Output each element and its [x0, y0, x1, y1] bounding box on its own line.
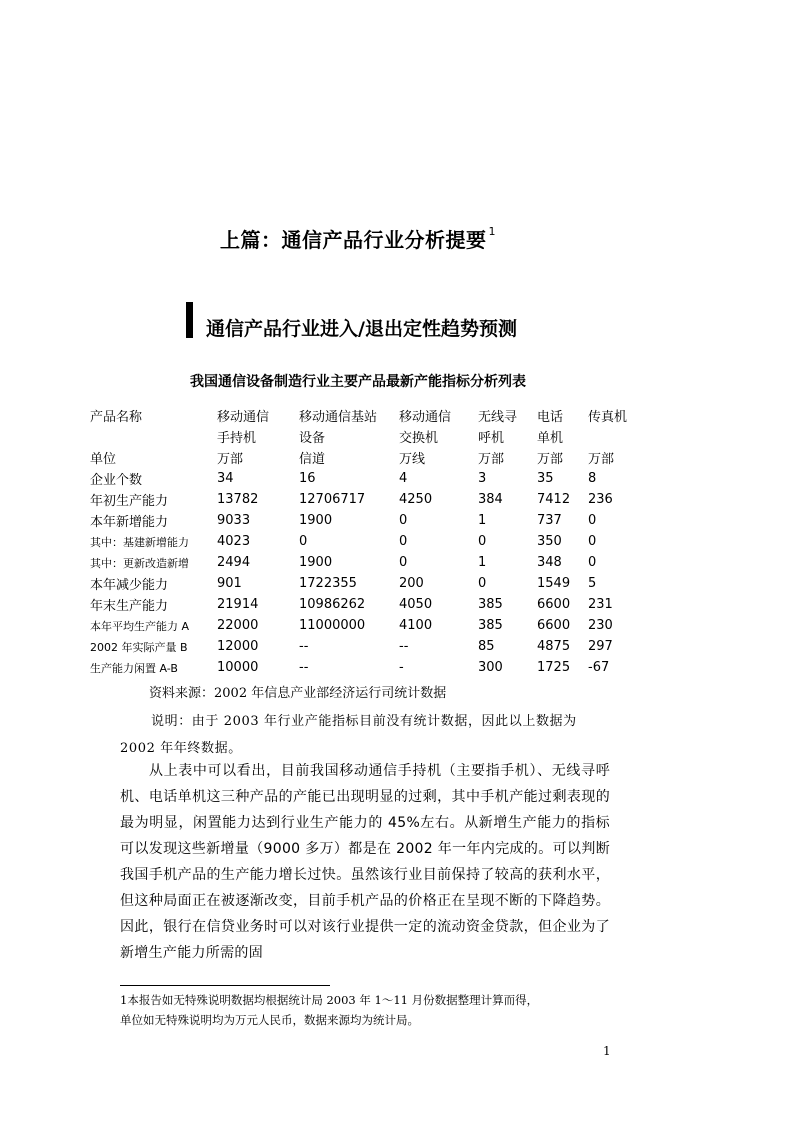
table-cell: --: [399, 639, 409, 654]
table-cell: 0: [478, 576, 487, 591]
table-cell: 4100: [399, 618, 433, 633]
footnote-divider: [120, 985, 330, 986]
table-cell: 交换机: [399, 431, 439, 446]
table-row: [90, 636, 638, 657]
table-cell: 移动通信基站: [299, 410, 378, 425]
table-cell: 手持机: [217, 431, 257, 446]
table-cell: 4: [399, 471, 408, 486]
table-cell: 其中：更新改造新增: [90, 556, 189, 570]
capacity-table: [90, 405, 638, 678]
table-cell: 万部: [478, 452, 505, 467]
table-row: [90, 594, 638, 615]
table-cell: 万部: [537, 452, 564, 467]
table-cell: 6600: [537, 618, 571, 633]
table-cell: 产品名称: [90, 410, 143, 425]
table-cell: 35: [537, 471, 554, 486]
table-cell: 230: [588, 618, 613, 633]
table-cell: --: [299, 639, 309, 654]
table-cell: 0: [299, 534, 308, 549]
table-cell: -67: [588, 660, 610, 675]
table-cell: 231: [588, 597, 613, 612]
table-cell: 单位: [90, 452, 117, 467]
table-cell: -: [399, 660, 404, 675]
table-cell: 5: [588, 576, 597, 591]
table-cell: 本年平均生产能力 A: [90, 619, 190, 633]
table-cell: 21914: [217, 597, 259, 612]
table-cell: [90, 426, 217, 447]
table-cell: 呼机: [478, 431, 505, 446]
table-cell: 11000000: [299, 618, 366, 633]
table-cell: 0: [399, 534, 408, 549]
table-cell: 737: [537, 513, 562, 528]
table-cell: 万部: [217, 452, 244, 467]
footnote: [120, 990, 620, 1030]
table-cell: 本年新增能力: [90, 515, 169, 530]
table-cell: 0: [588, 534, 597, 549]
table-cell: 200: [399, 576, 424, 591]
table-cell: 1725: [537, 660, 571, 675]
table-row: [90, 510, 638, 531]
footnote-line-1: 1本报告如无特殊说明数据均根据统计局 2003 年 1～11 月份数据整理计算而得，: [120, 993, 539, 1007]
table-cell: 385: [478, 618, 503, 633]
analysis-paragraph: 从上表中可以看出，目前我国移动通信手持机（主要指手机）、无线寻呼机、电话单机这三种产品的产能已出现明显的过剩，其中手机产能过剩表现的最为明显，闲置能力达到行业生产能力的 45%左右。从新增生产能力的指标可以发现这些新增量（9000 多万）都是在 2002 年一年内完成的。可以判断我国手机产品的生产能力增长过快。虽然该行业目前保持了较高的获利水平，但这种局面正在被逐渐改变，目前手机产品的价格正在呈现不断的下降趋势。因此，银行在信贷业务时可以对该行业提供一定的流动资金贷款，但企业为了新增生产能力所需的固: [120, 763, 610, 961]
table-cell: 生产能力闲置 A-B: [90, 661, 178, 675]
table-cell: 0: [399, 513, 408, 528]
table-cell: 4875: [537, 639, 571, 654]
table-title: 我国通信设备制造行业主要产品最新产能指标分析列表: [190, 374, 526, 390]
footnote-ref: 1: [488, 225, 496, 239]
table-row: [90, 468, 638, 489]
table-cell: 0: [478, 534, 487, 549]
page-title-text: 上篇：通信产品行业分析提要: [220, 228, 487, 252]
table-cell: 传真机: [588, 410, 628, 425]
table-cell: 1900: [299, 513, 333, 528]
table-cell: 236: [588, 492, 613, 507]
table-cell: 0: [588, 513, 597, 528]
table-unit-row: [90, 447, 638, 468]
data-source: 资料来源：2002 年信息产业部经济运行司统计数据: [149, 686, 447, 701]
table-header-row: [90, 426, 638, 447]
table-row: [90, 489, 638, 510]
table-cell: 本年减少能力: [90, 578, 169, 593]
table-cell: 2494: [217, 555, 251, 570]
table-cell: 1722355: [299, 576, 357, 591]
page-number: 1: [603, 1044, 611, 1058]
table-cell: 年初生产能力: [90, 494, 169, 509]
table-cell: 384: [478, 492, 503, 507]
table-cell: 1: [478, 555, 487, 570]
table-cell: 12706717: [299, 492, 366, 507]
table-cell: 1: [478, 513, 487, 528]
section-marker-bar: [186, 302, 193, 338]
table-cell: 4023: [217, 534, 251, 549]
table-cell: 16: [299, 471, 316, 486]
page-title: [220, 224, 496, 253]
table-cell: 0: [399, 555, 408, 570]
table-cell: 单机: [537, 431, 564, 446]
table-cell: 901: [217, 576, 242, 591]
table-cell: 9033: [217, 513, 251, 528]
explanation-note: 说明：由于 2003 年行业产能指标目前没有统计数据，因此以上数据为 2002 年年终数据。: [120, 714, 577, 756]
table-cell: 300: [478, 660, 503, 675]
table-cell: 2002 年实际产量 B: [90, 640, 188, 654]
table-cell: 企业个数: [90, 473, 143, 488]
table-cell: 万部: [588, 452, 615, 467]
table-cell: 350: [537, 534, 562, 549]
table-cell: 22000: [217, 618, 259, 633]
table-cell: 年末生产能力: [90, 599, 169, 614]
table-cell: 3: [478, 471, 487, 486]
table-header-row: [90, 405, 638, 426]
table-cell: 12000: [217, 639, 259, 654]
footnote-line-2: 单位如无特殊说明均为万元人民币，数据来源均为统计局。: [120, 1013, 419, 1027]
table-cell: 7412: [537, 492, 571, 507]
table-cell: 其中：基建新增能力: [90, 535, 189, 549]
table-cell: 电话: [537, 410, 564, 425]
table-cell: 85: [478, 639, 495, 654]
table-row: [90, 552, 638, 573]
table-row: [90, 615, 638, 636]
table-cell: 移动通信: [399, 410, 452, 425]
table-cell: 6600: [537, 597, 571, 612]
table-cell: 万线: [399, 452, 426, 467]
table-cell: 无线寻: [478, 410, 518, 425]
section-title: 通信产品行业进入/退出定性趋势预测: [206, 318, 517, 340]
table-cell: 34: [217, 471, 234, 486]
table-cell: 10000: [217, 660, 259, 675]
table-cell: 信道: [299, 452, 326, 467]
table-cell: 1549: [537, 576, 571, 591]
table-cell: 4250: [399, 492, 433, 507]
table-cell: 设备: [299, 431, 326, 446]
table-cell: 移动通信: [217, 410, 270, 425]
table-cell: 1900: [299, 555, 333, 570]
table-cell: 348: [537, 555, 562, 570]
table-cell: 385: [478, 597, 503, 612]
table-cell: 297: [588, 639, 613, 654]
table-row: [90, 657, 638, 678]
table-cell: 13782: [217, 492, 259, 507]
table-cell: --: [299, 660, 309, 675]
table-cell: 4050: [399, 597, 433, 612]
table-cell: 0: [588, 555, 597, 570]
table-cell: [588, 426, 638, 447]
table-cell: 8: [588, 471, 597, 486]
table-row: [90, 573, 638, 594]
table-row: [90, 531, 638, 552]
table-cell: 10986262: [299, 597, 366, 612]
